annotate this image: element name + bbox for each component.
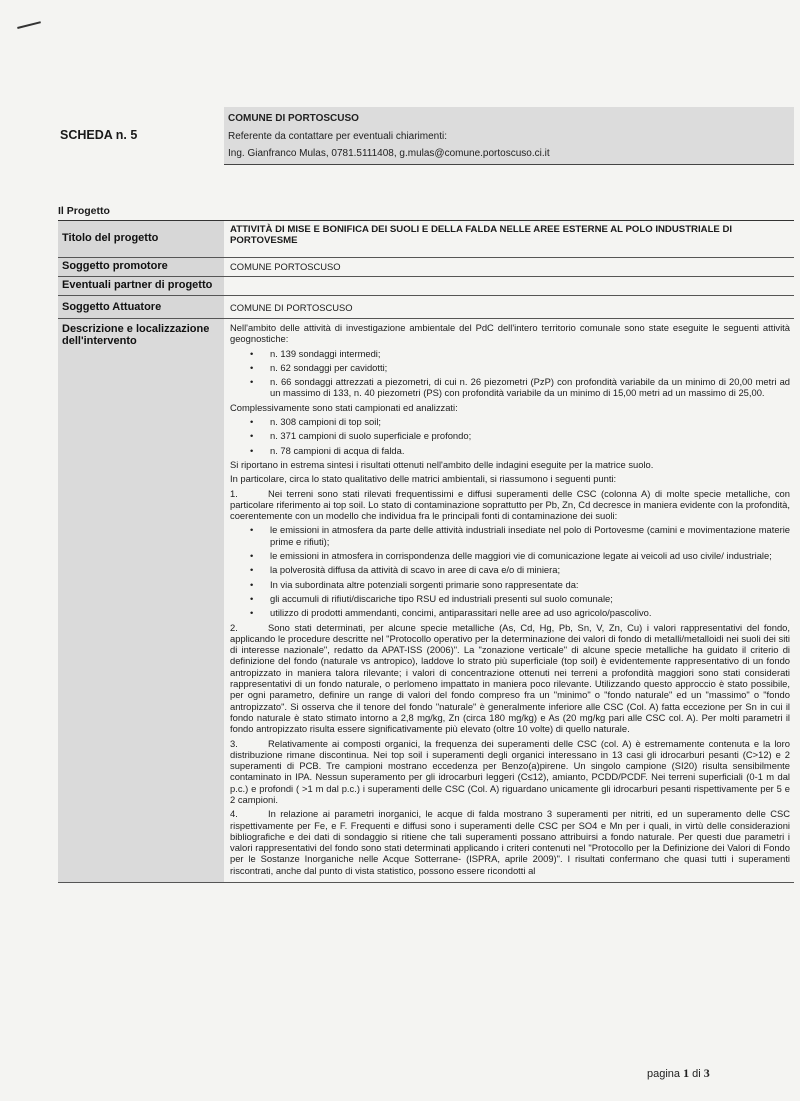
point-text: Nei terreni sono stati rilevati frequentissimi e diffusi superamenti delle CSC (colonna A) di molte specie metalliche, con particolare riferimento ai top soil. Lo stato di contaminazione soprattutto per Pb, Zn, Cd decresce in maniera evidente con la profondità, coerentemente con un modello che individua fra le principali fonti di contaminazione dei suoli:: [230, 487, 790, 522]
partner-value: [226, 277, 794, 283]
page-number: [647, 1066, 710, 1081]
list-item: • gli accumuli di rifiuti/discariche tipo RSU ed industriali presenti sul suolo comunale;: [270, 593, 790, 604]
list-item: • n. 139 sondaggi intermedi;: [270, 348, 790, 359]
scan-mark: [17, 21, 43, 37]
contact-text: Ing. Gianfranco Mulas, 0781.5111408, g.mulas@comune.portoscuso.ci.it: [228, 148, 550, 159]
point-text: Relativamente ai composti organici, la frequenza dei superamenti delle CSC (col. A) è estremamente contenuta e la loro distribuzione rimane discontinua. Nei top soil i superamenti degli organici interessano in 13 casi gli idrocarburi pesanti (C>12) e 2 superamenti di PCB. Tre campioni mostrano eccedenza per Benzo(a)pirene. Un singolo campione (SI20) risulta sensibilmente contaminato in IPA. Nessun superamento per gli idrocarburi leggeri (C≤12), amianto, PCDD/PCDF. Nei terreni superficiali (0-1 m dal p.c.) e profondi ( >1 m dal p.c.) i superamenti delle CSC (Col. A) riguardano unicamente gli idrocarburi pesanti rispettivamente per 5 e 2 campioni.: [230, 737, 790, 805]
desc-intro: Nell'ambito delle attività di investigazione ambientale del PdC dell'intero territorio comunale sono state eseguite le seguenti attività geognostiche:: [230, 322, 790, 345]
point-number: 3.: [230, 737, 238, 749]
point-2: [230, 622, 790, 735]
point-text: Sono stati determinati, per alcune specie metalliche (As, Cd, Hg, Pb, Sn, V, Zn, Cu) i valori rappresentativi del fondo, applicando le procedure descritte nel "Protocollo operativo per la determinazione dei valori di fondo di metalli/metalloidi nei suoli dei siti di interesse nazionale", redatto da APAT-ISS (2006)". La "zonazione verticale" di alcune specie metalliche ha guidato il criterio di definizione del fondo (naturale vs antropico), laddove lo strato più superficiale (top soil) è evidentemente rappresentativo di un fondo antropizzato in maniera talora rilevante; i valori di concentrazione ottenuti nei terreni a profondità maggiori sono stati considerati rappresentativi di un fondo naturale, o perlomeno impattato in maniera poco rilevante. Utilizzando questo approccio è stato possibile, per ogni parametro, definire un range di valori del fondo compreso fra un "minimo" o "fondo naturale" ed un "massimo" o "fondo antropizzato". Si osserva che il tenore del fondo "naturale" è generalmente inferiore alle CSC (Col. A) fatta eccezione per Sn in cui il fondo naturale è stato stimato intorno a 2,8 mg/kg, Zn (circa 180 mg/kg) e As (20 mg/kg pari alle CSC col. A). Per molti parametri il fondo antropizzato risulta essere significativamente più elevato (oltre 10 volte) di quello naturale.: [230, 621, 790, 735]
page-total: 3: [703, 1066, 710, 1080]
row-attuatore: [58, 296, 794, 319]
point-number: 1.: [230, 487, 238, 499]
list-item: • la polverosità diffusa da attività di scavo in aree di cava e/o di miniera;: [270, 564, 790, 575]
list-item: • n. 66 sondaggi attrezzati a piezometri, di cui n. 26 piezometri (PzP) con profondità variabile da un minimo di 20,00 metri ad un massimo di 133, n. 40 piezometri (PS) con profondità variabile da un minimo di 15,00 metri ad un massimo di 25,00.: [270, 376, 790, 399]
page-current: 1: [683, 1066, 690, 1080]
comune-cell: [224, 107, 794, 165]
referente-text: Referente da contattare per eventuali chiarimenti:: [228, 131, 448, 142]
point-1: [230, 488, 790, 522]
list-item: • le emissioni in atmosfera da parte delle attività industriali insediate nel polo di Portovesme (camini e movimentazione materie prime e rifiuti);: [270, 524, 790, 547]
attuatore-value: COMUNE DI PORTOSCUSO: [230, 302, 353, 313]
activities-list: [230, 348, 790, 399]
titolo-value: ATTIVITÀ DI MISE E BONIFICA DEI SUOLI E DELLA FALDA NELLE AREE ESTERNE AL POLO INDUSTRIALE DI PORTOVESME: [230, 224, 733, 247]
fonti-list: [230, 524, 790, 618]
point-number: 4.: [230, 808, 238, 820]
section-title: Il Progetto: [58, 205, 110, 217]
scheda-cell: [58, 107, 224, 164]
list-item: • n. 371 campioni di suolo superficiale e profondo;: [270, 430, 790, 441]
partner-label: Eventuali partner di progetto: [58, 277, 224, 295]
list-item: • n. 78 campioni di acqua di falda.: [270, 445, 790, 456]
project-table: [58, 220, 794, 883]
list-item: • n. 62 sondaggi per cavidotti;: [270, 362, 790, 373]
of-word: di: [692, 1068, 701, 1080]
header-table: [58, 107, 794, 165]
page-word: pagina: [647, 1068, 681, 1080]
point-text: In relazione ai parametri inorganici, le acque di falda mostrano 3 superamenti per nitriti, ed un superamento delle CSC rispettivamente per Fe, e F. Frequenti e diffusi sono i superamenti delle CSC per SO4 e Mn per i quali, in virtù delle considerazioni bibliografiche e dei dati di sondaggio si ritiene che tali superamenti possano attribuirsi a fondo naturale. Per questi due parametri i valori rappresentativi del fondo sono stati determinati applicando i criteri contenuti nel "Protocollo per la Definizione dei Valori di Fondo per le Sostanze Inorganiche nelle Acque Sotterrane- (ISPRA, aprile 2009)". I risultati confermano che quasi tutti i superamenti riscontrati, anche dal punto di vista statistico, possono essere ricondotti al: [230, 808, 790, 876]
row-partner: [58, 277, 794, 296]
scheda-label: SCHEDA n. 5: [60, 128, 138, 142]
campioni-list: [230, 416, 790, 456]
particolare-text: In particolare, circa lo stato qualitativo delle matrici ambientali, si riassumono i seguenti punti:: [230, 473, 617, 485]
descrizione-label: Descrizione e localizzazione dell'intervento: [58, 319, 224, 882]
comune-name: COMUNE DI PORTOSCUSO: [228, 113, 359, 124]
list-item: • n. 308 campioni di top soil;: [270, 416, 790, 427]
sintesi-text: Si riportano in estrema sintesi i risultati ottenuti nell'ambito delle indagini eseguite per la matrice suolo.: [230, 458, 654, 470]
point-3: [230, 738, 790, 806]
point-number: 2.: [230, 621, 238, 633]
campioni-intro: Complessivamente sono stati campionati ed analizzati:: [230, 401, 458, 413]
point-4: [230, 808, 790, 876]
list-item: • utilizzo di prodotti ammendanti, concimi, antiparassitari nelle aree ad uso agricolo/pascolivo.: [270, 607, 790, 618]
promotore-value: COMUNE PORTOSCUSO: [230, 261, 341, 272]
titolo-label: Titolo del progetto: [58, 221, 224, 257]
list-item: • In via subordinata altre potenziali sorgenti primarie sono rappresentate da:: [270, 579, 790, 590]
list-item: • le emissioni in atmosfera in corrispondenza delle maggiori vie di comunicazione legate ai veicoli ad uso civile/ industriale;: [270, 550, 790, 561]
row-titolo: [58, 221, 794, 258]
promotore-label: Soggetto promotore: [58, 258, 224, 276]
row-promotore: [58, 258, 794, 277]
attuatore-label: Soggetto Attuatore: [58, 296, 224, 318]
row-descrizione: [58, 319, 794, 883]
descrizione-value: [226, 319, 794, 882]
